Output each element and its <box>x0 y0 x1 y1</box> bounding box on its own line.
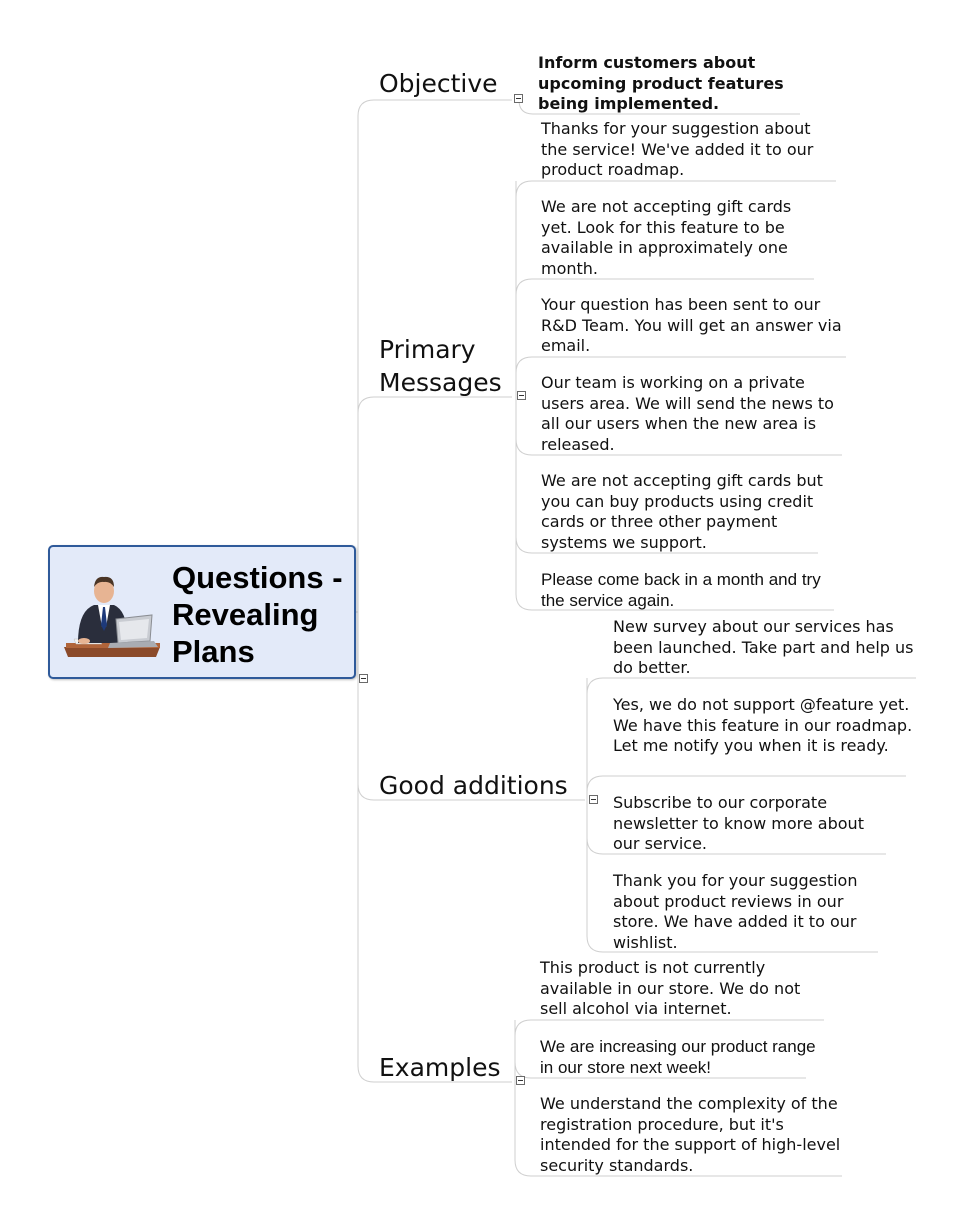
collapse-root-icon[interactable] <box>359 674 368 683</box>
central-topic-title: Questions - Revealing Plans <box>172 560 343 669</box>
central-topic[interactable] <box>48 545 356 679</box>
example-3[interactable]: We understand the complexity of the registration procedure, but it's intended for the support of high-level security standards. <box>540 1094 841 1175</box>
example-2[interactable]: We are increasing our product range in our store next week! <box>540 1037 816 1077</box>
good-addition-2[interactable]: Yes, we do not support @feature yet. We have this feature in our roadmap. Let me notify you when it is ready. <box>613 695 913 755</box>
branch-primary-messages[interactable]: Primary Messages <box>379 335 502 397</box>
collapse-primary-messages-icon[interactable] <box>517 391 526 400</box>
collapse-objective-icon[interactable] <box>514 94 523 103</box>
good-addition-4[interactable]: Thank you for your suggestion about product reviews in our store. We have added it to our wishlist. <box>613 871 858 952</box>
primary-message-5[interactable]: We are not accepting gift cards but you can buy products using credit cards or three other payment systems we support. <box>541 471 823 552</box>
branch-examples[interactable]: Examples <box>379 1053 501 1082</box>
collapse-good-additions-icon[interactable] <box>589 795 598 804</box>
primary-message-2[interactable]: We are not accepting gift cards yet. Look for this feature to be available in approximately one month. <box>541 197 792 278</box>
example-1[interactable]: This product is not currently available in our store. We do not sell alcohol via internet. <box>540 958 801 1018</box>
good-addition-3[interactable]: Subscribe to our corporate newsletter to know more about our service. <box>613 793 864 853</box>
collapse-examples-icon[interactable] <box>516 1076 525 1085</box>
objective-topic[interactable]: Inform customers about upcoming product features being implemented. <box>538 53 784 113</box>
branch-objective[interactable]: Objective <box>379 69 498 98</box>
primary-message-1[interactable]: Thanks for your suggestion about the service! We've added it to our product roadmap. <box>541 119 814 179</box>
businessman-at-laptop-icon <box>64 567 160 661</box>
primary-message-3[interactable]: Your question has been sent to our R&D Team. You will get an answer via email. <box>541 295 842 355</box>
primary-message-4[interactable]: Our team is working on a private users area. We will send the news to all our users when the new area is released. <box>541 373 834 454</box>
branch-good-additions[interactable]: Good additions <box>379 771 568 800</box>
primary-message-6[interactable]: Please come back in a month and try the service again. <box>541 570 821 610</box>
good-addition-1[interactable]: New survey about our services has been launched. Take part and help us do better. <box>613 617 914 677</box>
